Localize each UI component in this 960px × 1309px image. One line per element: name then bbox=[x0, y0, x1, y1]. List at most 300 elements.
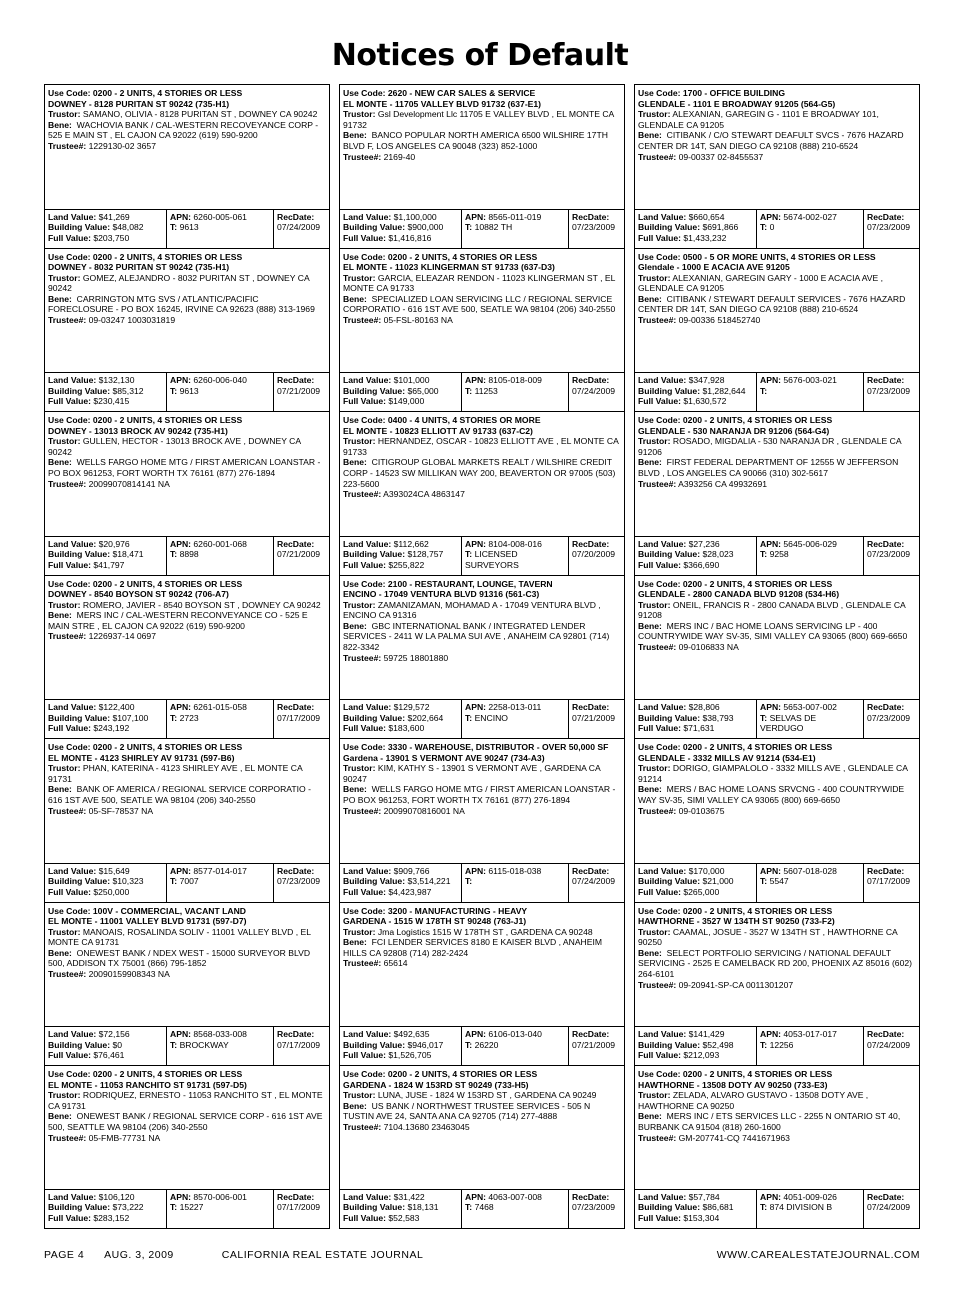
building-value-label: Building Value: bbox=[638, 1202, 701, 1213]
trustor-value: GARCIA, ELEAZAR RENDON - 11023 KLINGERMAN ST , EL MONTE CA 91733 bbox=[343, 272, 616, 294]
apn-value: 8105-018-009 bbox=[488, 375, 542, 385]
bene-value: CITIBANK / C/O STEWART DEAFULT SVCS - 7676 HAZARD CENTER DR 14T, SAN DIEGO CA 92108 (888) 210-6524 bbox=[638, 130, 904, 151]
full-value-label: Full Value: bbox=[638, 1212, 681, 1223]
apn-cell bbox=[166, 700, 273, 738]
trustor-line bbox=[48, 763, 326, 784]
bene-label: Bene: bbox=[48, 610, 72, 621]
trustee-value: 09-20941-SP-CA 0011301207 bbox=[678, 979, 794, 990]
apn-cell bbox=[756, 537, 863, 575]
use-code: Use Code: 1700 - OFFICE BUILDING bbox=[638, 88, 786, 98]
full-value-label: Full Value: bbox=[48, 1212, 91, 1223]
tract-value: 15227 bbox=[179, 1202, 204, 1213]
notice-card-15 bbox=[634, 738, 920, 902]
recdate-cell bbox=[863, 210, 919, 248]
bene-line bbox=[343, 621, 621, 653]
apn-cell bbox=[756, 864, 863, 902]
recdate-value: 07/23/2009 bbox=[867, 385, 911, 396]
land-value: $492,635 bbox=[393, 1029, 430, 1039]
notice-card-4 bbox=[44, 248, 330, 412]
apn-label: APN: bbox=[170, 538, 192, 549]
value-row bbox=[340, 1189, 624, 1228]
bene-label: Bene: bbox=[48, 457, 72, 468]
apn-label: APN: bbox=[465, 211, 487, 222]
value-row bbox=[635, 1189, 919, 1228]
use-code: Use Code: 0200 - 2 UNITS, 4 STORIES OR LESS bbox=[638, 578, 833, 589]
apn-cell bbox=[756, 1190, 863, 1228]
tract-value: 7007 bbox=[179, 876, 199, 887]
full-value-label: Full Value: bbox=[638, 723, 681, 734]
property-address: Gardena - 13901 S VERMONT AVE 90247 (734-A3) bbox=[343, 752, 545, 763]
building-value: $18,131 bbox=[407, 1202, 439, 1213]
apn-cell bbox=[461, 700, 568, 738]
full-value: $255,822 bbox=[388, 559, 425, 570]
apn-value: 8104-008-016 bbox=[488, 538, 542, 549]
recdate-label: RecDate: bbox=[867, 538, 905, 549]
journal-name: CALIFORNIA REAL ESTATE JOURNAL bbox=[221, 1249, 424, 1261]
recdate-value: 07/21/2009 bbox=[572, 1039, 616, 1050]
trustor-line bbox=[638, 927, 916, 948]
building-value: $28,023 bbox=[702, 549, 734, 560]
page-number: PAGE 4 bbox=[44, 1249, 85, 1261]
trustor-line bbox=[638, 600, 916, 621]
trustor-line bbox=[48, 436, 326, 457]
building-value: $691,866 bbox=[702, 222, 739, 233]
recdate-value: 07/24/2009 bbox=[277, 222, 321, 233]
trustee-value: 09-0103675 bbox=[678, 805, 725, 816]
recdate-value: 07/23/2009 bbox=[867, 222, 911, 233]
building-value-label: Building Value: bbox=[48, 1202, 111, 1213]
value-cell bbox=[635, 537, 756, 575]
trustor-value: PHAN, KATERINA - 4123 SHIRLEY AVE , EL MONTE CA 91731 bbox=[48, 763, 303, 784]
building-value-label: Building Value: bbox=[48, 549, 111, 560]
land-value: $132,130 bbox=[98, 375, 135, 385]
recdate-label: RecDate: bbox=[277, 538, 315, 549]
trustor-label: Trustor: bbox=[343, 272, 376, 283]
bene-label: Bene: bbox=[343, 130, 367, 141]
recdate-cell bbox=[273, 537, 329, 575]
land-value: $57,784 bbox=[688, 1191, 720, 1202]
tract-label: T: bbox=[465, 549, 473, 560]
building-value-label: Building Value: bbox=[48, 712, 111, 723]
bene-line bbox=[343, 130, 621, 151]
notice-card-14 bbox=[339, 738, 625, 902]
building-value: $85,312 bbox=[112, 385, 144, 396]
value-row bbox=[635, 1026, 919, 1065]
value-row bbox=[45, 1026, 329, 1065]
full-value-label: Full Value: bbox=[343, 559, 386, 570]
tract-label: T: bbox=[170, 1202, 178, 1213]
recdate-cell bbox=[863, 864, 919, 902]
notice-card-10 bbox=[44, 575, 330, 739]
tract-label: T: bbox=[760, 222, 768, 233]
land-value: $72,156 bbox=[98, 1029, 130, 1039]
page-title: Notices of Default bbox=[331, 38, 629, 73]
tract-value: 11253 bbox=[474, 385, 498, 396]
value-row bbox=[340, 699, 624, 738]
trustee-label: Trustee#: bbox=[638, 642, 677, 653]
apn-label: APN: bbox=[760, 702, 782, 712]
trustor-value: ROSADO, MIGDALIA - 530 NARANJA DR , GLENDALE CA 91206 bbox=[638, 436, 902, 457]
apn-cell bbox=[461, 864, 568, 902]
property-address: GLENDALE - 530 NARANJA DR 91206 (564-G4) bbox=[638, 425, 830, 436]
apn-label: APN: bbox=[170, 1191, 192, 1202]
apn-label: APN: bbox=[170, 702, 192, 712]
bene-line bbox=[638, 784, 916, 805]
apn-label: APN: bbox=[760, 865, 782, 876]
building-value-label: Building Value: bbox=[48, 385, 111, 396]
trustee-value: 05-SF-78537 NA bbox=[88, 805, 154, 816]
trustor-label: Trustor: bbox=[343, 109, 376, 120]
trustor-value: ALEXANIAN, GAREGIN G - 1101 E BROADWAY 101, GLENDALE CA 91205 bbox=[638, 109, 879, 130]
bene-line bbox=[638, 948, 916, 980]
notice-card-20 bbox=[339, 1065, 625, 1229]
notice-body bbox=[638, 88, 916, 162]
use-code: Use Code: 0200 - 2 UNITS, 4 STORIES OR LESS bbox=[638, 1069, 833, 1079]
notice-body bbox=[48, 415, 326, 489]
notice-body bbox=[48, 906, 326, 980]
trustor-line bbox=[343, 1090, 621, 1101]
trustee-line bbox=[48, 479, 326, 490]
apn-cell bbox=[461, 373, 568, 411]
land-value-label: Land Value: bbox=[48, 1029, 97, 1039]
full-value-label: Full Value: bbox=[48, 886, 91, 897]
building-value: $52,498 bbox=[702, 1039, 734, 1050]
land-value-label: Land Value: bbox=[638, 1191, 687, 1202]
bene-line bbox=[638, 457, 916, 478]
land-value: $106,120 bbox=[98, 1191, 135, 1202]
tract-value: SELVAS DE VERDUGO bbox=[760, 712, 817, 734]
full-value-label: Full Value: bbox=[638, 886, 681, 897]
full-value: $1,416,816 bbox=[388, 232, 432, 243]
trustor-label: Trustor: bbox=[48, 599, 81, 610]
recdate-value: 07/24/2009 bbox=[572, 385, 616, 396]
use-code: Use Code: 2100 - RESTAURANT, LOUNGE, TAVERN bbox=[343, 578, 553, 589]
use-code: Use Code: 0200 - 2 UNITS, 4 STORIES OR LESS bbox=[48, 742, 243, 752]
property-address: HAWTHORNE - 3527 W 134TH ST 90250 (733-F2) bbox=[638, 916, 835, 927]
recdate-value: 07/21/2009 bbox=[572, 712, 616, 723]
value-cell bbox=[45, 864, 166, 902]
recdate-cell bbox=[863, 700, 919, 738]
building-value-label: Building Value: bbox=[343, 712, 406, 723]
tract-value: 874 DIVISION B bbox=[769, 1202, 833, 1213]
bene-value: MERS INC / ETS SERVICES LLC - 2255 N ONTARIO ST 40, BURBANK CA 91504 (818) 260-1600 bbox=[638, 1111, 901, 1132]
value-row bbox=[340, 536, 624, 575]
bene-value: ONEWEST BANK / REGIONAL SERVICE CORP - 616 1ST AVE 500, SEATTLE WA 98104 (206) 340-2550 bbox=[48, 1111, 323, 1132]
bene-line bbox=[638, 621, 916, 642]
bene-line bbox=[48, 120, 326, 141]
recdate-cell bbox=[568, 1027, 624, 1065]
land-value-label: Land Value: bbox=[48, 865, 97, 876]
full-value: $1,526,705 bbox=[388, 1050, 432, 1061]
use-code: Use Code: 3200 - MANUFACTURING - HEAVY bbox=[343, 905, 528, 916]
value-cell bbox=[635, 700, 756, 738]
trustee-line bbox=[638, 806, 916, 817]
trustee-label: Trustee#: bbox=[343, 1121, 382, 1132]
notice-card-17 bbox=[339, 902, 625, 1066]
property-address: GLENDALE - 1101 E BROADWAY 91205 (564-G5) bbox=[638, 98, 836, 109]
value-cell bbox=[635, 210, 756, 248]
trustee-label: Trustee#: bbox=[638, 151, 677, 162]
tract-label: T: bbox=[760, 712, 768, 723]
trustor-value: KIM, KATHY S - 13901 S VERMONT AVE , GARDENA CA 90247 bbox=[343, 763, 601, 784]
notice-body bbox=[343, 742, 621, 816]
bene-line bbox=[638, 1111, 916, 1132]
notice-body bbox=[48, 742, 326, 816]
building-value: $38,793 bbox=[702, 712, 734, 723]
building-value-label: Building Value: bbox=[48, 222, 111, 233]
trustor-label: Trustor: bbox=[343, 436, 376, 447]
building-value-label: Building Value: bbox=[343, 222, 406, 233]
value-cell bbox=[340, 210, 461, 248]
notice-card-19 bbox=[44, 1065, 330, 1229]
tract-value: 9613 bbox=[179, 222, 199, 233]
full-value-label: Full Value: bbox=[343, 1212, 386, 1223]
recdate-label: RecDate: bbox=[867, 1191, 905, 1202]
recdate-value: 07/17/2009 bbox=[277, 1202, 321, 1213]
value-cell bbox=[45, 210, 166, 248]
building-value: $48,082 bbox=[112, 222, 144, 233]
trustor-value: CAAMAL, JOSUE - 3527 W 134TH ST , HAWTHORNE CA 90250 bbox=[638, 926, 898, 948]
property-address: Glendale - 1000 E ACACIA AVE 91205 bbox=[638, 262, 790, 273]
tract-label: T: bbox=[170, 1039, 178, 1050]
tract-value: 10882 TH bbox=[474, 222, 513, 233]
trustee-value: 59725 18801880 bbox=[383, 652, 449, 663]
bene-value: CARRINGTON MTG SVS / ATLANTIC/PACIFIC FORECLOSURE - PO BOX 16245, IRVINE CA 92623 (888) 313-1969 bbox=[48, 293, 315, 315]
trustor-label: Trustor: bbox=[638, 1090, 671, 1101]
apn-label: APN: bbox=[465, 702, 487, 712]
notice-card-6 bbox=[634, 248, 920, 412]
value-cell bbox=[340, 537, 461, 575]
bene-label: Bene: bbox=[343, 937, 367, 948]
trustor-label: Trustor: bbox=[638, 272, 671, 283]
recdate-cell bbox=[568, 700, 624, 738]
notice-card-1 bbox=[44, 84, 330, 248]
recdate-value: 07/24/2009 bbox=[867, 1202, 911, 1213]
bene-label: Bene: bbox=[638, 620, 662, 631]
trustor-line bbox=[343, 763, 621, 784]
trustor-label: Trustor: bbox=[48, 763, 81, 774]
full-value: $52,583 bbox=[388, 1212, 420, 1223]
trustor-value: GULLEN, HECTOR - 13013 BROCK AVE , DOWNEY CA 90242 bbox=[48, 436, 301, 457]
apn-cell bbox=[166, 210, 273, 248]
bene-line bbox=[343, 294, 621, 315]
trustee-line bbox=[638, 642, 916, 653]
recdate-label: RecDate: bbox=[277, 865, 315, 876]
building-value: $18,471 bbox=[112, 549, 144, 560]
trustee-label: Trustee#: bbox=[343, 489, 382, 500]
trustor-value: SAMANO, OLIVIA - 8128 PURITAN ST , DOWNEY CA 90242 bbox=[82, 109, 318, 120]
property-address: EL MONTE - 11053 RANCHITO ST 91731 (597-D5) bbox=[48, 1079, 247, 1090]
recdate-label: RecDate: bbox=[572, 538, 610, 549]
building-value: $900,000 bbox=[407, 222, 444, 233]
use-code: Use Code: 0500 - 5 OR MORE UNITS, 4 STORIES OR LESS bbox=[638, 251, 876, 262]
apn-label: APN: bbox=[465, 375, 487, 385]
trustor-line bbox=[343, 273, 621, 294]
apn-value: 4051-009-026 bbox=[783, 1191, 837, 1202]
tract-label: T: bbox=[170, 876, 178, 887]
recdate-value: 07/23/2009 bbox=[572, 1202, 616, 1213]
trustor-line bbox=[48, 109, 326, 120]
tract-value: 2723 bbox=[179, 712, 199, 723]
full-value-label: Full Value: bbox=[343, 1050, 386, 1061]
full-value-label: Full Value: bbox=[638, 559, 681, 570]
use-code: Use Code: 0200 - 2 UNITS, 4 STORIES OR LESS bbox=[48, 415, 243, 425]
bene-value: CITIGROUP GLOBAL MARKETS REALT / WILSHIRE CREDIT CORP - 14523 SW MILLIKAN WAY 200, BEAVERTON OR 97005 (503) 223-5600 bbox=[343, 457, 616, 489]
use-code: Use Code: 0200 - 2 UNITS, 4 STORIES OR LESS bbox=[48, 578, 243, 589]
trustee-label: Trustee#: bbox=[343, 805, 382, 816]
property-address: ENCINO - 17049 VENTURA BLVD 91316 (561-C3) bbox=[343, 589, 540, 600]
trustor-line bbox=[638, 109, 916, 130]
value-row bbox=[45, 372, 329, 411]
property-address: GLENDALE - 3332 MILLS AV 91214 (534-E1) bbox=[638, 752, 816, 763]
recdate-label: RecDate: bbox=[867, 1029, 905, 1039]
trustee-line bbox=[343, 806, 621, 817]
value-cell bbox=[45, 1027, 166, 1065]
bene-label: Bene: bbox=[343, 784, 367, 795]
apn-label: APN: bbox=[170, 375, 192, 385]
trustor-line bbox=[48, 927, 326, 948]
recdate-cell bbox=[273, 864, 329, 902]
bene-value: BANCO POPULAR NORTH AMERICA 6500 WILSHIRE 17TH BLVD F, LOS ANGELES CA 90048 (323) 852-1000 bbox=[343, 130, 608, 151]
notice-body bbox=[48, 579, 326, 643]
tract-value: ENCINO bbox=[474, 712, 508, 723]
land-value-label: Land Value: bbox=[343, 1191, 392, 1202]
full-value-label: Full Value: bbox=[638, 1050, 681, 1061]
tract-label: T: bbox=[760, 1202, 768, 1213]
trustee-line bbox=[343, 315, 621, 326]
land-value-label: Land Value: bbox=[638, 702, 687, 712]
trustee-value: 65614 bbox=[383, 958, 408, 969]
value-row bbox=[45, 536, 329, 575]
apn-value: 6261-015-058 bbox=[193, 702, 247, 712]
recdate-label: RecDate: bbox=[572, 702, 610, 712]
apn-label: APN: bbox=[465, 1029, 487, 1039]
building-value-label: Building Value: bbox=[343, 1202, 406, 1213]
recdate-label: RecDate: bbox=[867, 702, 905, 712]
bene-label: Bene: bbox=[638, 293, 662, 304]
land-value: $170,000 bbox=[688, 865, 725, 876]
notice-body bbox=[343, 88, 621, 162]
value-row bbox=[635, 536, 919, 575]
apn-value: 4053-017-017 bbox=[783, 1029, 837, 1039]
full-value-label: Full Value: bbox=[343, 723, 386, 734]
trustor-line bbox=[638, 1090, 916, 1111]
full-value-label: Full Value: bbox=[48, 559, 91, 570]
recdate-value: 07/23/2009 bbox=[867, 712, 911, 723]
bene-label: Bene: bbox=[48, 119, 72, 130]
notice-body bbox=[343, 252, 621, 326]
value-row bbox=[635, 699, 919, 738]
bene-value: GBC INTERNATIONAL BANK / INTEGRATED LENDER SERVICES - 2411 W LA PALMA SUI AVE , ANAHEIM CA 92801 (714) 822-3342 bbox=[343, 620, 610, 653]
trustee-label: Trustee#: bbox=[638, 979, 677, 990]
notice-card-11 bbox=[339, 575, 625, 739]
apn-value: 6260-001-068 bbox=[193, 538, 247, 549]
apn-value: 5653-007-002 bbox=[783, 702, 837, 712]
notice-card-8 bbox=[339, 411, 625, 575]
tract-label: T: bbox=[760, 1039, 768, 1050]
trustee-label: Trustee#: bbox=[48, 1132, 87, 1143]
trustee-label: Trustee#: bbox=[48, 631, 87, 642]
recdate-cell bbox=[863, 373, 919, 411]
bene-label: Bene: bbox=[48, 784, 72, 795]
use-code: Use Code: 2620 - NEW CAR SALES & SERVICE bbox=[343, 88, 536, 98]
value-cell bbox=[340, 864, 461, 902]
building-value: $3,514,221 bbox=[407, 876, 451, 887]
bene-line bbox=[638, 294, 916, 315]
apn-value: 5607-018-028 bbox=[783, 865, 837, 876]
recdate-label: RecDate: bbox=[572, 865, 610, 876]
tract-label: T: bbox=[465, 1202, 473, 1213]
value-cell bbox=[340, 1190, 461, 1228]
trustor-label: Trustor: bbox=[638, 926, 671, 937]
recdate-label: RecDate: bbox=[277, 702, 315, 712]
building-value: $946,017 bbox=[407, 1039, 444, 1050]
apn-cell bbox=[166, 1027, 273, 1065]
building-value: $65,000 bbox=[407, 385, 439, 396]
land-value: $101,000 bbox=[393, 375, 430, 385]
apn-cell bbox=[756, 700, 863, 738]
full-value: $366,690 bbox=[683, 559, 720, 570]
bene-line bbox=[48, 610, 326, 631]
trustor-value: Jma Logistics 1515 W 178TH ST , GARDENA CA 90248 bbox=[377, 926, 593, 937]
tract-value: 9258 bbox=[769, 549, 789, 560]
bene-value: US BANK / NORTHWEST TRUSTEE SERVICES - 505 N TUSTIN AVE 24, SANTA ANA CA 92705 (714) 277-4888 bbox=[343, 1100, 591, 1122]
bene-value: WELLS FARGO HOME MTG / FIRST AMERICAN LOANSTAR - PO BOX 961253, FORT WORTH TX 76161 (877) 276-1894 bbox=[48, 457, 321, 478]
bene-value: ONEWEST BANK / NDEX WEST - 15000 SURVEYOR BLVD 500, ADDISON TX 75001 (866) 795-1852 bbox=[48, 947, 311, 969]
land-value: $27,236 bbox=[688, 538, 720, 549]
recdate-cell bbox=[863, 1027, 919, 1065]
trustor-value: RODRIQUEZ, ERNESTO - 11053 RANCHITO ST , EL MONTE CA 91731 bbox=[48, 1090, 323, 1111]
land-value-label: Land Value: bbox=[48, 211, 97, 222]
recdate-label: RecDate: bbox=[277, 211, 315, 222]
land-value-label: Land Value: bbox=[343, 211, 392, 222]
apn-label: APN: bbox=[465, 1191, 487, 1202]
trustee-label: Trustee#: bbox=[48, 140, 87, 151]
notice-body bbox=[343, 415, 621, 500]
value-cell bbox=[340, 1027, 461, 1065]
bene-value: CITIBANK / STEWART DEFAULT SERVICES - 7676 HAZARD CENTER DR 14T, SAN DIEGO CA 92108 (888) 210-6524 bbox=[638, 293, 906, 315]
full-value: $230,415 bbox=[93, 396, 130, 407]
building-value-label: Building Value: bbox=[638, 222, 701, 233]
notice-card-7 bbox=[44, 411, 330, 575]
building-value-label: Building Value: bbox=[638, 712, 701, 723]
bene-line bbox=[638, 130, 916, 151]
trustee-line bbox=[48, 806, 326, 817]
land-value-label: Land Value: bbox=[343, 702, 392, 712]
bene-label: Bene: bbox=[638, 784, 662, 795]
use-code: Use Code: 0200 - 2 UNITS, 4 STORIES OR LESS bbox=[48, 88, 243, 98]
bene-line bbox=[48, 457, 326, 478]
apn-value: 6260-006-040 bbox=[193, 375, 247, 385]
building-value-label: Building Value: bbox=[343, 876, 406, 887]
full-value: $283,152 bbox=[93, 1212, 130, 1223]
tract-value: 0 bbox=[769, 222, 775, 233]
trustee-value: 1229130-02 3657 bbox=[88, 140, 156, 151]
trustor-line bbox=[343, 436, 621, 457]
trustee-value: 20099070816001 NA bbox=[383, 805, 465, 816]
notice-body bbox=[343, 906, 621, 970]
apn-cell bbox=[461, 210, 568, 248]
trustee-value: GM-207741-CQ 7441671963 bbox=[678, 1132, 790, 1143]
recdate-value: 07/20/2009 bbox=[572, 549, 616, 560]
apn-label: APN: bbox=[760, 538, 782, 549]
value-cell bbox=[635, 373, 756, 411]
building-value: $128,757 bbox=[407, 549, 444, 560]
tract-value: 8898 bbox=[179, 549, 199, 560]
bene-value: SPECIALIZED LOAN SERVICING LLC / REGIONAL SERVICE CORPORATIO - 616 1ST AVE 500, SEATLE WA 98104 (206) 340-2550 bbox=[343, 293, 616, 315]
recdate-cell bbox=[568, 210, 624, 248]
notice-card-2 bbox=[339, 84, 625, 248]
